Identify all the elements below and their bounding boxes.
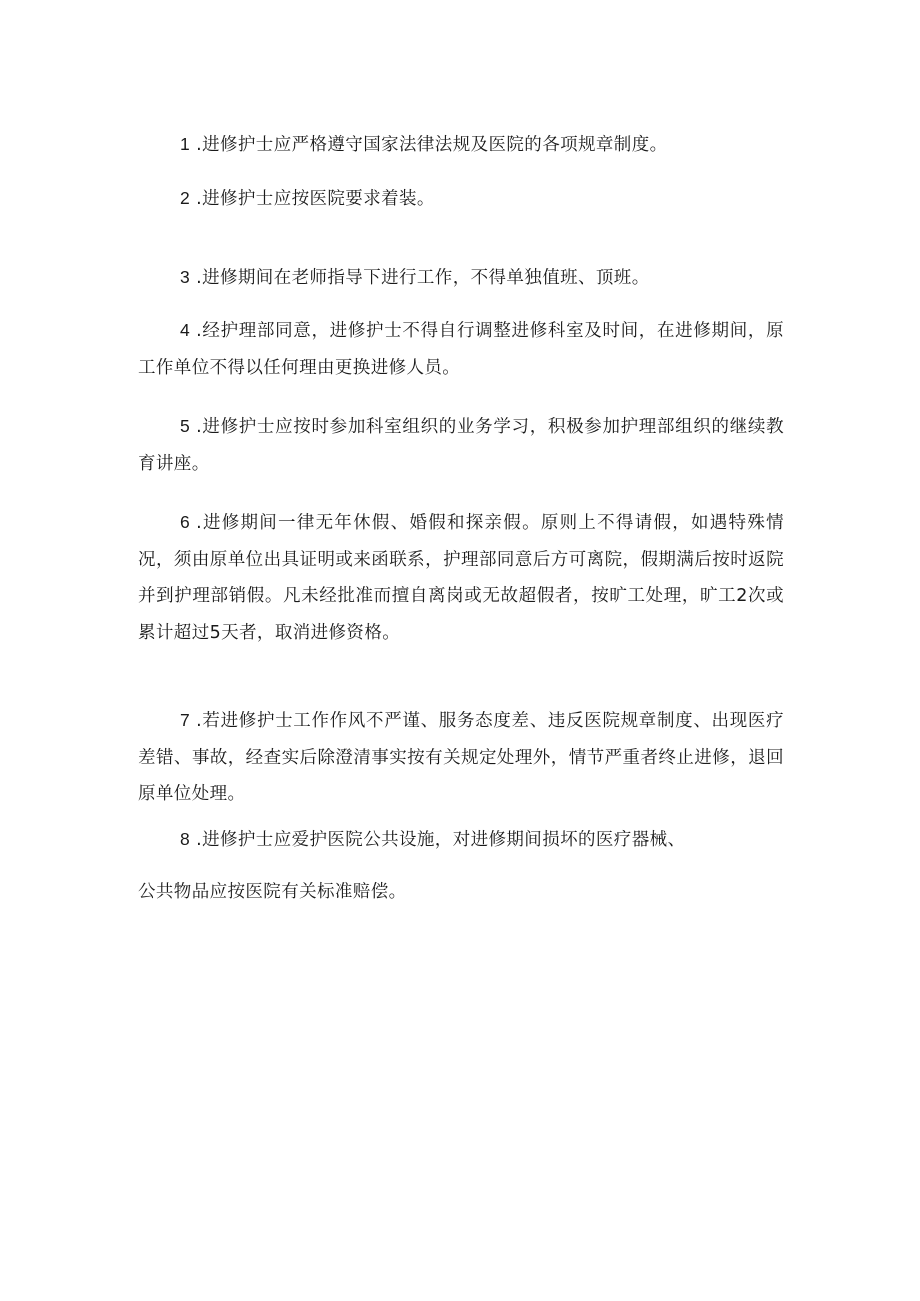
- rule-item-3: [138, 259, 784, 297]
- rule-item-8: [138, 821, 784, 859]
- rule-text: .进修护士应按医院要求着装。: [196, 189, 435, 209]
- rule-item-2: [138, 180, 784, 218]
- rule-item-4: [138, 312, 784, 386]
- rule-item-6: [138, 504, 784, 651]
- rule-number: 5: [180, 416, 191, 436]
- rule-item-5: [138, 408, 784, 482]
- rule-text: .进修期间在老师指导下进行工作，不得单独值班、顶班。: [196, 268, 650, 288]
- rule-number: 4: [180, 320, 191, 340]
- rule-number: 3: [180, 267, 191, 287]
- rule-number: 2: [180, 188, 191, 208]
- rule-text: .进修护士应按时参加科室组织的业务学习，积极参加护理部组织的继续教育讲座。: [138, 417, 784, 474]
- rule-number: 7: [180, 710, 191, 730]
- rule-text: .进修护士应爱护医院公共设施，对进修期间损坏的医疗器械、: [196, 830, 686, 850]
- rule-number: 1: [180, 134, 191, 154]
- rule-number: 8: [180, 829, 191, 849]
- rule-number: 6: [180, 512, 191, 532]
- rule-item-1: [138, 126, 784, 164]
- rule-text: .进修护士应严格遵守国家法律法规及医院的各项规章制度。: [196, 135, 668, 155]
- rule-text: 公共物品应按医院有关标准赔偿。: [138, 882, 407, 902]
- rule-item-7: [138, 702, 784, 813]
- rule-text: .经护理部同意，进修护士不得自行调整进修科室及时间，在进修期间，原工作单位不得以任何理由更换进修人员。: [138, 321, 784, 378]
- rule-item-8-continued: [138, 874, 784, 911]
- rule-text: .进修期间一律无年休假、婚假和探亲假。原则上不得请假，如遇特殊情况，须由原单位出具证明或来函联系，护理部同意后方可离院，假期满后按时返院并到护理部销假。凡未经批准而擅自离岗或无故超假者，按旷工处理，旷工2次或累计超过5天者，取消进修资格。: [138, 513, 784, 643]
- rule-text: .若进修护士工作作风不严谨、服务态度差、违反医院规章制度、出现医疗差错、事故，经查实后除澄清事实按有关规定处理外，情节严重者终止进修，退回原单位处理。: [138, 711, 784, 804]
